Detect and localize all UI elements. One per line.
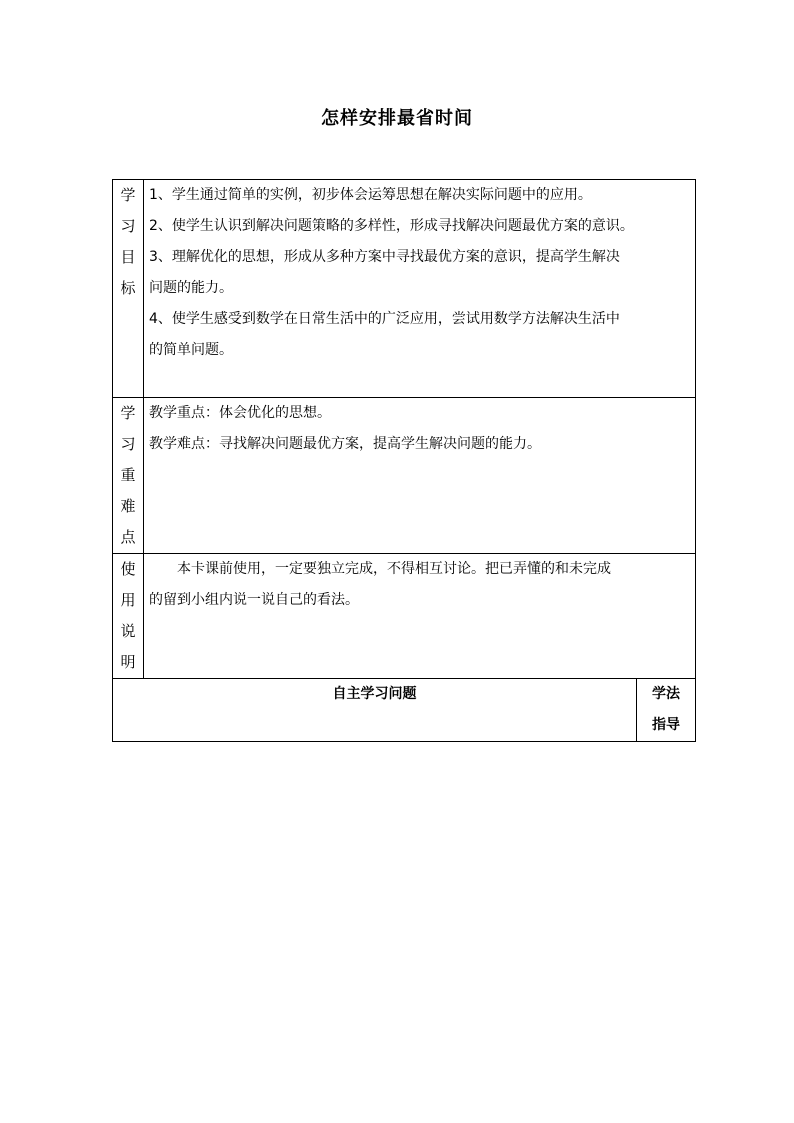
label-char: 标 <box>120 279 136 297</box>
usage-label <box>113 554 144 679</box>
label-char: 指导 <box>652 717 680 733</box>
label-char: 说 <box>120 622 136 640</box>
goals-label <box>113 180 144 398</box>
label-char: 习 <box>120 435 136 453</box>
label-char: 学 <box>120 186 136 204</box>
label-char: 明 <box>120 653 136 671</box>
label-char: 重 <box>120 466 136 484</box>
label-char: 学 <box>120 404 136 422</box>
goal-line: 4、使学生感受到数学在日常生活中的广泛应用，尝试用数学方法解决生活中 <box>149 311 620 327</box>
page-title: 怎样安排最省时间 <box>321 108 473 129</box>
goal-line: 的简单问题。 <box>149 342 233 358</box>
label-char: 目 <box>120 248 136 266</box>
goal-line: 问题的能力。 <box>149 280 233 296</box>
label-char: 点 <box>120 528 136 546</box>
label-char: 用 <box>120 591 136 609</box>
footer-row <box>113 679 696 742</box>
usage-content <box>144 554 696 679</box>
study-method-guide-header <box>637 679 696 742</box>
usage-line: 的留到小组内说一说自己的看法。 <box>149 592 359 608</box>
goal-line: 2、使学生认识到解决问题策略的多样性，形成寻找解决问题最优方案的意识。 <box>149 218 634 234</box>
label-char: 习 <box>120 217 136 235</box>
goals-content <box>144 180 696 398</box>
goal-line: 1、学生通过简单的实例，初步体会运筹思想在解决实际问题中的应用。 <box>149 187 592 203</box>
goals-row <box>113 180 696 398</box>
label-char: 使 <box>120 560 136 578</box>
study-plan-table <box>112 179 696 742</box>
usage-row <box>113 554 696 679</box>
key-points-row <box>113 398 696 554</box>
usage-line: 本卡课前使用，一定要独立完成，不得相互讨论。把已弄懂的和未完成 <box>149 561 611 577</box>
key-point-line: 教学重点：体会优化的思想。 <box>149 405 331 421</box>
key-point-line: 教学难点：寻找解决问题最优方案，提高学生解决问题的能力。 <box>149 436 541 452</box>
goal-line: 3、理解优化的思想，形成从多种方案中寻找最优方案的意识，提高学生解决 <box>149 249 620 265</box>
key-points-content <box>144 398 696 554</box>
self-study-questions-header: 自主学习问题 <box>113 679 637 742</box>
label-char: 学法 <box>652 686 680 702</box>
label-char: 难 <box>120 497 136 515</box>
key-points-label <box>113 398 144 554</box>
